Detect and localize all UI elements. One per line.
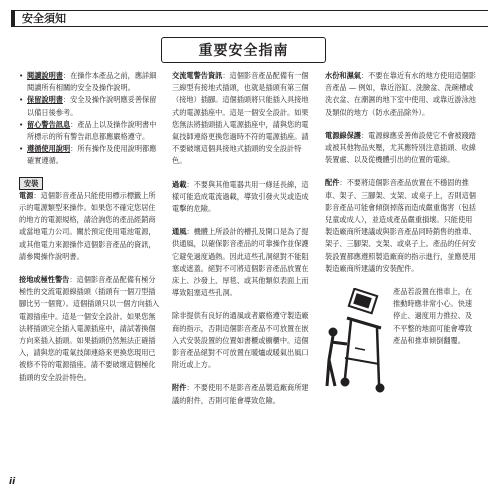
column-3 (325, 70, 476, 347)
power-paragraph: 電源：這個影音產品只能使用標示標籤上所示的電源類型來操作。如果您不確定您居住的地方的電源規格，請洽詢您的產品經銷商或當地電力公司。關於預定使用電池電源，或其他電力來源操作這個影音產品的資訊，請參閱操作說明書。 (19, 190, 156, 261)
section-header-bar (11, 10, 488, 27)
column-1 (19, 70, 161, 384)
water-paragraph: 水份和濕氣：不要在靠近有水的地方使用這個影音產品 — 例如，靠近浴缸、洗臉盆、洗碗槽或洗衣盆、在潮濕的地下室中使用、或靠近游泳池及類似的地方（防水產品除外）。 (325, 71, 476, 117)
section-title: 安全須知 (22, 12, 66, 25)
cart-warning-text: 產品若設置在推車上，在推動時應非常小心。快速停止、過度用力推拉、及不平整的地面可能會導致產品和推車傾倒翻覆。 (393, 287, 473, 345)
main-title: 重要安全指南 (161, 37, 326, 63)
ac-warning-paragraph: 交流電警告資訊：這個影音產品配備有一個三線型有接地式插頭，也就是插頭有第三個（接地）插腳。這個插頭將只能插入具接地式的電源插座中。這是一個安全設計。如果您無法將插頭插入電源插座中，請與您的電氣技師連絡更換您過時不符的電源插座。請不要破壞這個具接地式插頭的安全設計特色。 (172, 71, 309, 166)
list-item: • 留心警告訊息：產品上以及操作說明書中所標示的所有警告訊息都應嚴格遵守。 (19, 119, 161, 143)
builtin-paragraph: 除非提供有良好的通風或者嚴格遵守製造廠商的指示，否則這個影音產品不可放置在嵌入式安裝設置的位置如書櫃或櫥櫃中。這個影音產品絕對不可放置在暖爐或暖氣出風口附近或上方。 (172, 311, 309, 370)
instruction-list (19, 70, 161, 168)
page-number: ii (9, 477, 16, 487)
cart-warning (325, 286, 476, 347)
ventilation-paragraph: 通風：機體上所設計的槽孔及開口是為了提供通風，以確保影音產品的可靠操作並保護它避免過度過熱。因此這些孔洞絕對不能阻塞或遮蓋。絕對不可將這個影音產品放置在床上、沙發上、厚毯、或其他類似表面上而導致阻塞這些孔洞。 (172, 227, 309, 298)
list-item: • 保留說明書：安全及操作說明應妥善保留以備日後參考。 (19, 94, 161, 118)
installation-label: 安裝 (19, 177, 43, 190)
cord-paragraph: 電源線保護：電源線應妥善佈設使它不會被踐踏或被其他物品夾壓，尤其應特別注意插頭、收線裝置處、以及從機體引出的位置的電線。 (325, 130, 476, 165)
placement-paragraph: 配件：不要將這個影音產品放置在不穩固的推車、架子、三腳架、支架、或桌子上，否則這個影音產品可能會傾倒掉落而造成嚴重傷害（包括兒童或成人），並造成產品嚴重損壞。只能使用製造廠商所建議或與影音產品同時銷售的推車、架子、三腳架、支架、或桌子上。產品的任何安裝設置都應遵照製造廠商的指示進行，並應使用製造廠商所建議的安裝配件。 (325, 178, 476, 273)
grounding-paragraph: 接地或極性警告：這個影音產品配備有極分極性的交流電源線插頭（插頭有一個刀型插腳比另一個寬）。這個插頭只以一個方向插入電源插座中。這是一個安全設計。如果您無法將插頭完全插入電源插座中，請試著換個方向來插入插頭。如果插頭仍然無法正確插入，請與您的電氣技師連絡來更換您現用已被修不符的電源插座。請不要破壞這個極化插頭的安全設計特色。 (19, 275, 160, 382)
column-2 (172, 70, 315, 407)
cart-tipping-icon (325, 288, 389, 398)
list-item: • 閱讀說明書：在操作本產品之前，應詳細閱讀所有相關的安全及操作說明。 (19, 70, 161, 94)
attachments-paragraph: 附件：不要使用不是影音產品製造廠商所建議的附件，否則可能會導致危險。 (172, 383, 309, 405)
overload-paragraph: 過載：不要與其他電器共用一條延長線，這樣可能造成電流過載，導致引發火災或造成電擊的危險。 (172, 179, 309, 214)
list-item: • 遵循使用說明：所有操作及使用說明都應確實遵循。 (19, 143, 161, 167)
